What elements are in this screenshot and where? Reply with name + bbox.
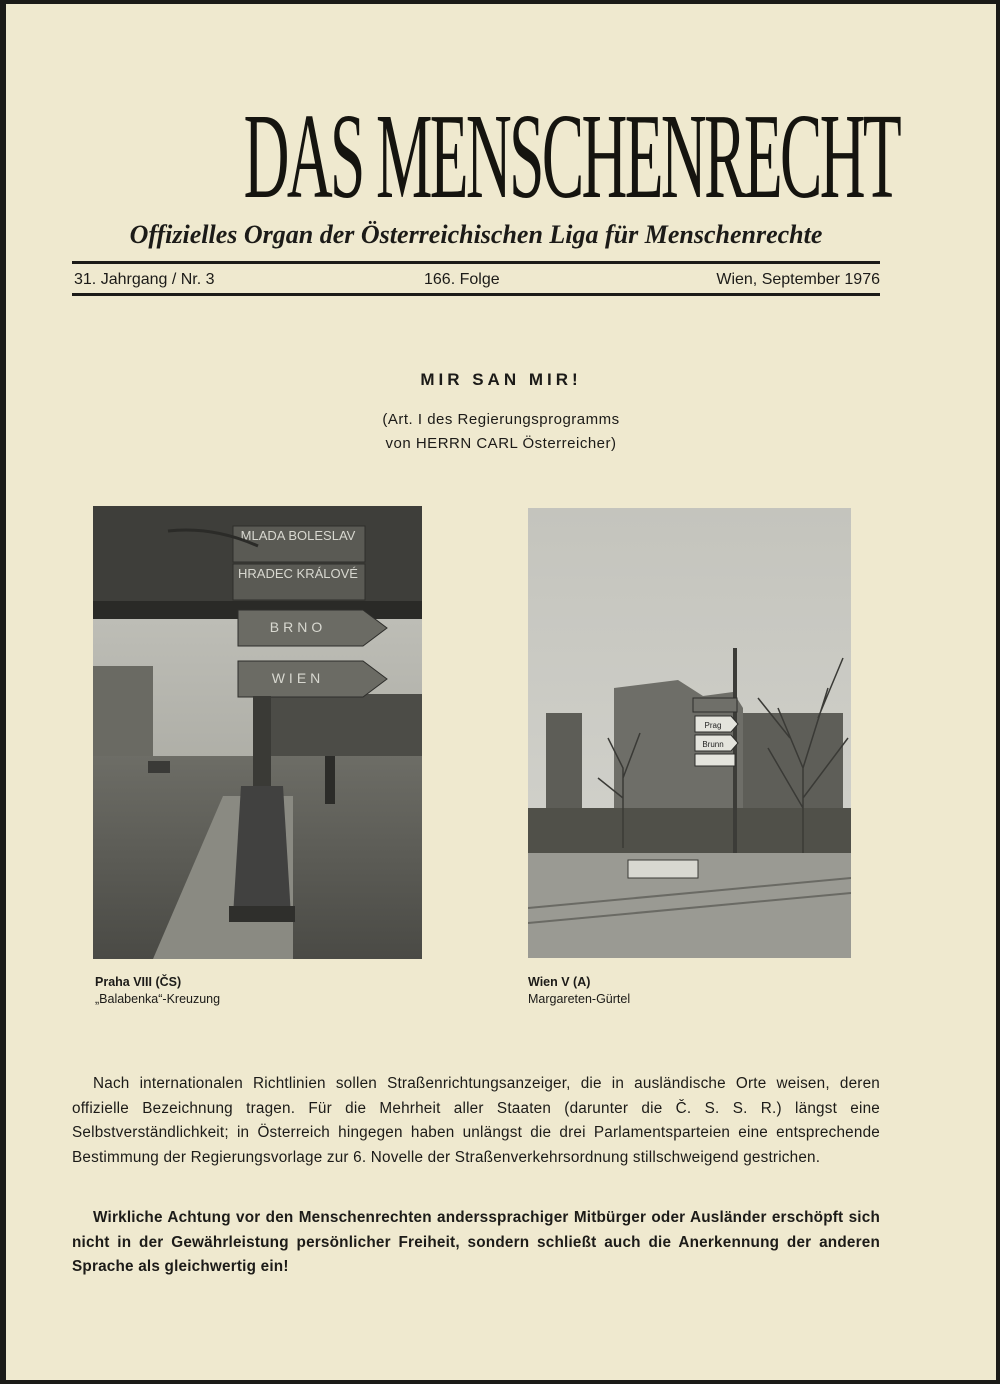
photo-wien bbox=[528, 508, 851, 958]
caption-praha bbox=[95, 974, 220, 1008]
header-rule-top bbox=[72, 261, 880, 264]
caption-wien bbox=[528, 974, 630, 1008]
issue-number: 31. Jahrgang / Nr. 3 bbox=[74, 271, 215, 288]
photo-praha bbox=[93, 506, 422, 959]
sign-text-hradec-kralove: HRADEC KRÁLOVÉ bbox=[238, 566, 358, 581]
sign-text-brno: BRNO bbox=[269, 619, 327, 635]
article-paragraph-1: Nach internationalen Richtlinien sollen Straßenrichtungsanzeiger, die in ausländische Orte weisen, deren offizielle Bezeichnung tragen. Für die Mehrheit aller Staaten (darunter die Č. S. S. R.) längst eine Selbstverständlichkeit; in Österreich hingegen haben unlängst die drei Parlamentsparteien eine entsprechende Bestimmung der Regierungsvorlage zur 6. Novelle der Straßenverkehrsordnung stillschweigend gestrichen. bbox=[72, 1075, 880, 1166]
sign-text-brunn: Brunn bbox=[702, 740, 724, 749]
newspaper-page bbox=[6, 4, 996, 1380]
caption-wien-sub: Margareten-Gürtel bbox=[528, 992, 631, 1006]
sign-text-prag: Prag bbox=[704, 721, 722, 730]
issue-sequence: 166. Folge bbox=[424, 271, 500, 288]
caption-wien-title: Wien V (A) bbox=[528, 975, 591, 989]
issue-place-date: Wien, September 1976 bbox=[716, 271, 880, 288]
masthead-subtitle: Offizielles Organ der Österreichischen Liga für Menschenrechte bbox=[129, 220, 823, 249]
article-headline: MIR SAN MIR! bbox=[420, 370, 582, 389]
subnote-line-1: (Art. I des Regierungsprogramms bbox=[382, 411, 620, 428]
article-subnote bbox=[6, 408, 996, 456]
masthead-title: DAS MENSCHENRECHT bbox=[243, 89, 900, 224]
article-paragraph-2: Wirkliche Achtung vor den Menschenrechten anderssprachiger Mitbürger oder Ausländer erschöpft sich nicht in der Gewährleistung persönlicher Freiheit, sondern schließt auch die Anerkennung der anderen Sprache als gleichwertig ein! bbox=[72, 1209, 880, 1275]
sign-text-mlada-boleslav: MLADA BOLESLAV bbox=[240, 528, 356, 543]
subnote-line-2: von HERRN CARL Österreicher) bbox=[385, 435, 617, 452]
issue-info-bar bbox=[72, 268, 880, 292]
caption-praha-sub: „Balabenka“-Kreuzung bbox=[95, 992, 221, 1006]
header-rule-bottom bbox=[72, 293, 880, 296]
sign-text-wien: WIEN bbox=[271, 670, 325, 686]
caption-praha-title: Praha VIII (ČS) bbox=[95, 975, 182, 989]
